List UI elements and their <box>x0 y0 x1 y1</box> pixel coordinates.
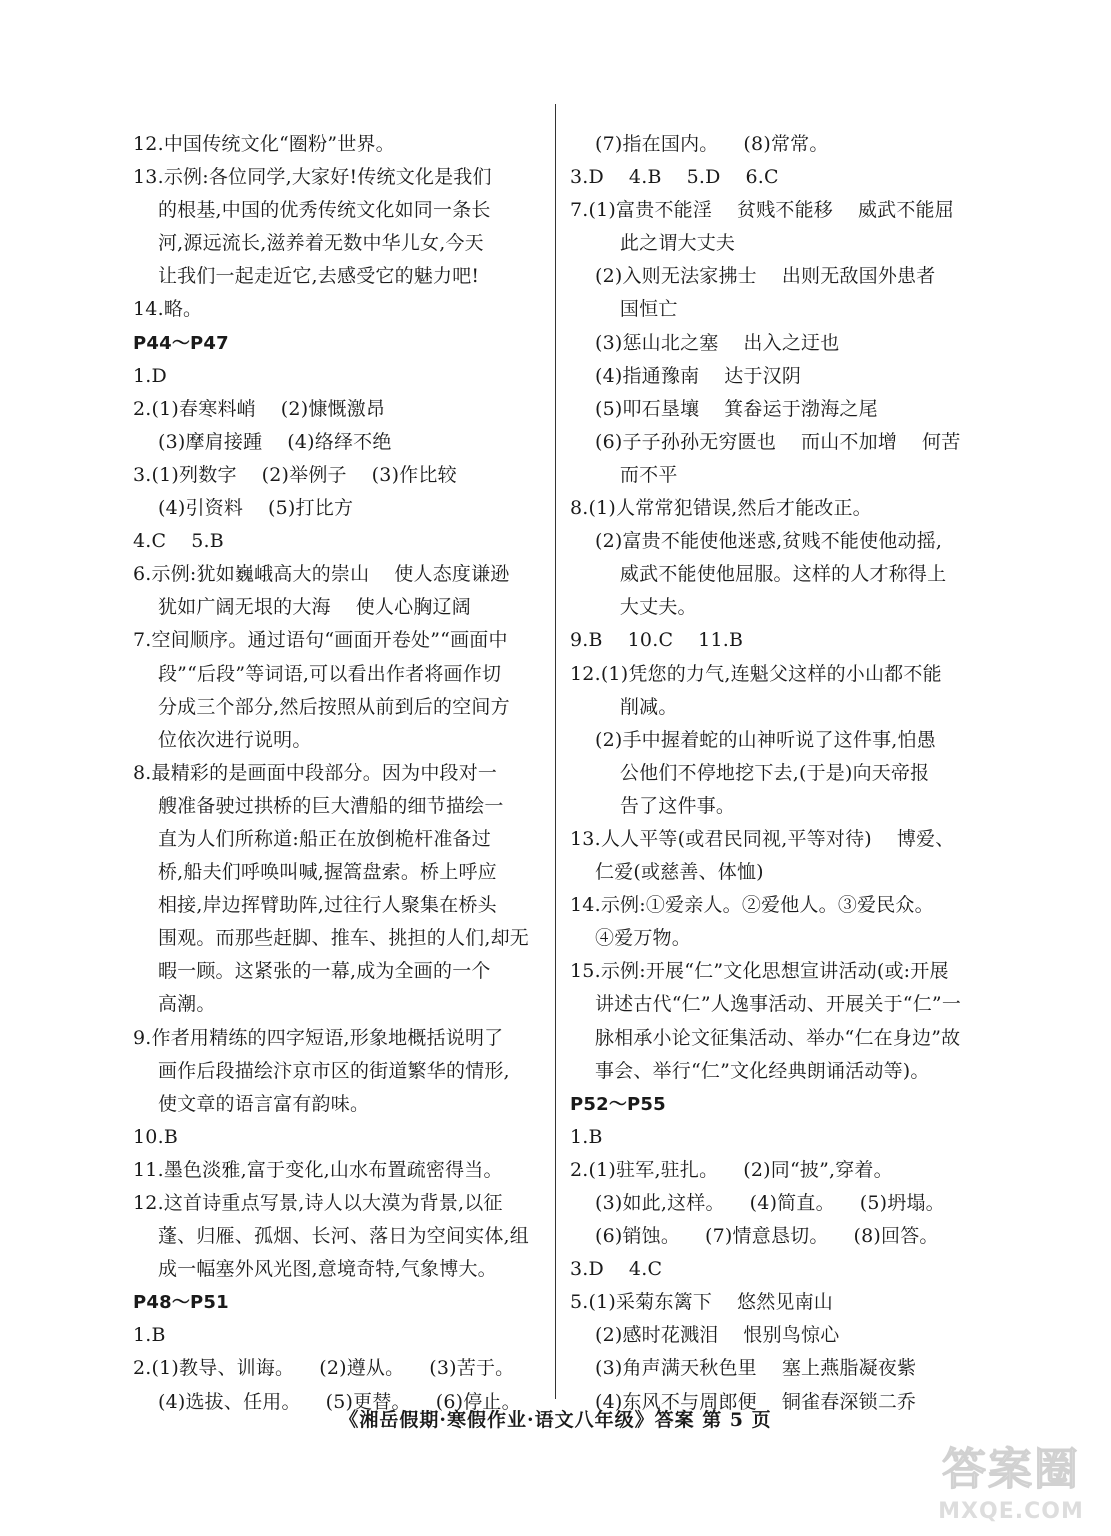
answer-line: (2)入则无法家拂士 出则无敌国外患者 <box>570 265 936 288</box>
answer-line: (4)指通豫南 达于汉阴 <box>570 364 802 387</box>
answer-line: 7.空间顺序。通过语句“画面开卷处”“画面中 <box>133 629 508 652</box>
answer-line: 艘准备驶过拱桥的巨大漕船的细节描绘一 <box>133 794 504 817</box>
answer-line: (4)选拔、任用。 (5)更替。 (6)停止。 <box>133 1390 521 1413</box>
answer-line: (3)摩肩接踵 (4)络绎不绝 <box>133 430 392 453</box>
answer-line: 14.示例:①爱亲人。②爱他人。③爱民众。 <box>570 894 934 917</box>
answer-line: (4)引资料 (5)打比方 <box>133 497 354 520</box>
page-footer: 《湘岳假期·寒假作业·语文八年级》答案 第 5 页 <box>339 1409 772 1431</box>
watermark-url: MXQE.COM <box>938 1499 1084 1524</box>
answer-line: (3)角声满天秋色里 塞上燕脂凝夜紫 <box>570 1357 917 1380</box>
answer-line: 12.中国传统文化“圈粉”世界。 <box>133 133 395 155</box>
answer-line: 高潮。 <box>133 993 216 1016</box>
answer-line: 仁爱(或慈善、体恤) <box>570 861 764 884</box>
answer-line: 2.(1)教导、训诲。 (2)遵从。 (3)苦于。 <box>133 1357 515 1380</box>
answer-line: 7.(1)富贵不能淫 贫贱不能移 威武不能屈 <box>570 199 954 222</box>
answer-line: 8.(1)人常常犯错误,然后才能改正。 <box>570 497 872 520</box>
answer-line: 12.(1)凭您的力气,连魁父这样的小山都不能 <box>570 662 942 685</box>
answer-line: 3.D 4.B 5.D 6.C <box>570 166 779 189</box>
answer-line: 削减。 <box>570 695 678 718</box>
answer-line: 围观。而那些赶脚、推车、挑担的人们,却无 <box>133 927 529 950</box>
right-column <box>570 128 988 1419</box>
answer-line: 13.人人平等(或君民同视,平等对待) 博爱、 <box>570 827 955 850</box>
answer-line: 暇一顾。这紧张的一幕,成为全画的一个 <box>133 960 491 983</box>
section-heading: P52～P55 <box>570 1093 666 1115</box>
left-column <box>133 128 538 1419</box>
answer-line: 3.D 4.C <box>570 1258 663 1281</box>
answer-line: 大丈夫。 <box>570 596 697 619</box>
answer-line: 9.B 10.C 11.B <box>570 629 744 652</box>
section-heading: P48～P51 <box>133 1292 229 1314</box>
answer-line: 事会、举行“仁”文化经典朗诵活动等)。 <box>570 1059 930 1082</box>
answer-line: 使文章的语言富有韵味。 <box>133 1092 370 1115</box>
answer-line: 2.(1)春寒料峭 (2)慷慨激昂 <box>133 397 386 420</box>
answer-line: (2)富贵不能使他迷惑,贫贱不能使他动摇, <box>570 530 943 553</box>
answer-line: 画作后段描绘汴京市区的街道繁华的情形, <box>133 1059 510 1082</box>
answer-line: 1.D <box>133 364 167 387</box>
answer-line: (2)感时花溅泪 恨别鸟惊心 <box>570 1324 840 1347</box>
answer-line: 犹如广阔无垠的大海 使人心胸辽阔 <box>133 596 471 619</box>
answer-line: 蓬、归雁、孤烟、长河、落日为空间实体,组 <box>133 1225 529 1248</box>
answer-line: 11.墨色淡雅,富于变化,山水布置疏密得当。 <box>133 1158 503 1181</box>
answer-line: 6.示例:犹如巍峨高大的崇山 使人态度谦逊 <box>133 563 510 586</box>
answer-line: 成一幅塞外风光图,意境奇特,气象博大。 <box>133 1258 497 1281</box>
answer-line: (3)惩山北之塞 出入之迂也 <box>570 331 840 354</box>
answer-line: (3)如此,这样。 (4)简直。 (5)坍塌。 <box>570 1192 945 1214</box>
answer-line: (2)手中握着蛇的山神听说了这件事,怕愚 <box>570 728 936 751</box>
answer-line: 告了这件事。 <box>570 794 736 817</box>
answer-line: 此之谓大丈夫 <box>570 232 736 255</box>
answer-line: 而不平 <box>570 463 678 486</box>
watermark-logo <box>931 1442 1091 1528</box>
answer-line: 12.这首诗重点写景,诗人以大漠为背景,以征 <box>133 1192 503 1214</box>
answer-line: 3.(1)列数字 (2)举例子 (3)作比较 <box>133 463 457 486</box>
answer-line: 威武不能使他屈服。这样的人才称得上 <box>570 563 947 586</box>
answer-line: 14.略。 <box>133 298 203 321</box>
answer-line: 桥,船夫们呼唤叫喊,握篙盘索。桥上呼应 <box>133 861 497 884</box>
answer-line: 段”“后段”等词语,可以看出作者将画作切 <box>133 662 502 685</box>
answer-line: (6)销蚀。 (7)情意恳切。 (8)回答。 <box>570 1225 939 1248</box>
answer-line: 脉相承小论文征集活动、举办“仁在身边”故 <box>570 1026 961 1049</box>
answer-line: 让我们一起走近它,去感受它的魅力吧! <box>133 265 480 288</box>
answer-line: (6)子子孙孙无穷匮也 而山不加增 何苦 <box>570 430 961 453</box>
answer-line: 分成三个部分,然后按照从前到后的空间方 <box>133 695 510 718</box>
answer-line: 1.B <box>570 1125 603 1148</box>
answer-line: 位依次进行说明。 <box>133 728 312 751</box>
answer-line: 相接,岸边挥臂助阵,过往行人聚集在桥头 <box>133 894 497 917</box>
answer-line: 河,源远流长,滋养着无数中华儿女,今天 <box>133 232 484 255</box>
watermark-text: 答案圈 <box>942 1444 1080 1495</box>
answer-line: 讲述古代“仁”人逸事活动、开展关于“仁”一 <box>570 993 962 1016</box>
answer-line: 15.示例:开展“仁”文化思想宣讲活动(或:开展 <box>570 960 949 983</box>
answer-line: (4)东风不与周郎便 铜雀春深锁二乔 <box>570 1390 917 1413</box>
answer-line: 国恒亡 <box>570 298 678 321</box>
answer-line: ④爱万物。 <box>570 927 691 950</box>
answer-line: 8.最精彩的是画面中段部分。因为中段对一 <box>133 761 498 784</box>
answer-line: 1.B <box>133 1324 166 1347</box>
section-heading: P44～P47 <box>133 332 229 354</box>
answer-line: 直为人们所称道:船正在放倒桅杆准备过 <box>133 827 491 850</box>
answer-line: (5)叩石垦壤 箕畚运于渤海之尾 <box>570 397 878 420</box>
answer-line: 公他们不停地挖下去,(于是)向天帝报 <box>570 761 930 784</box>
answer-line: (7)指在国内。 (8)常常。 <box>570 133 829 155</box>
answer-line: 的根基,中国的优秀传统文化如同一条长 <box>133 199 491 222</box>
column-divider <box>555 104 556 1399</box>
answer-line: 10.B <box>133 1125 178 1148</box>
answer-line: 4.C 5.B <box>133 530 224 553</box>
answer-line: 9.作者用精练的四字短语,形象地概括说明了 <box>133 1026 504 1049</box>
answer-line: 5.(1)采菊东篱下 悠然见南山 <box>570 1291 834 1314</box>
answer-line: 13.示例:各位同学,大家好!传统文化是我们 <box>133 166 492 189</box>
answer-line: 2.(1)驻军,驻扎。 (2)同“披”,穿着。 <box>570 1158 893 1181</box>
